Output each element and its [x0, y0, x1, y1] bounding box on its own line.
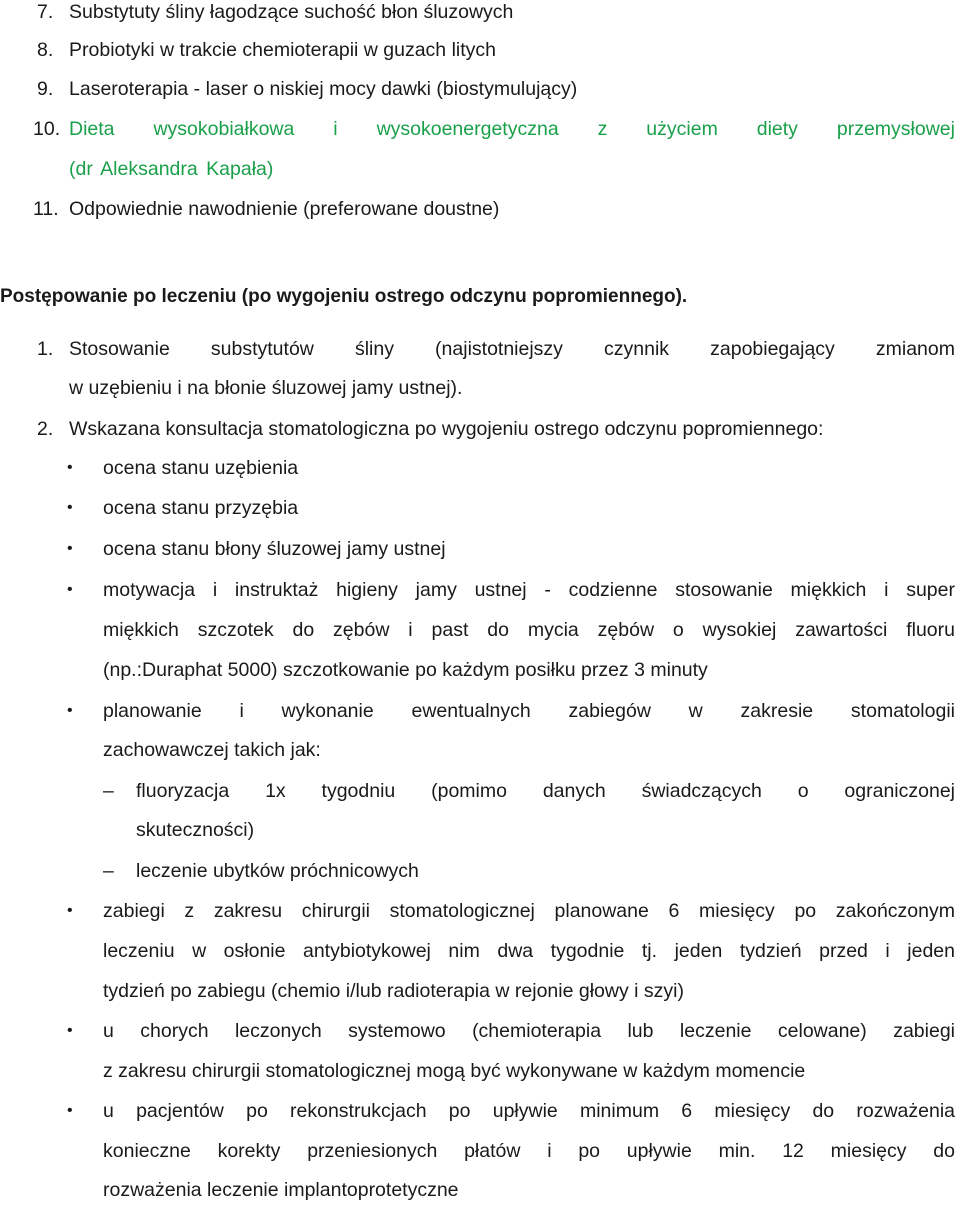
- bullet-text: ocena stanu uzębienia: [103, 457, 299, 479]
- item-text: Laseroterapia - laser o niskiej mocy dawki (biostymulujący): [69, 78, 578, 100]
- bullet-text: u pacjentów po rekonstrukcjach po upływie minimum 6 miesięcy do rozważenia: [103, 1100, 955, 1122]
- item-text: Dieta wysokobiałkowa i wysokoenergetyczna z użyciem diety przemysłowej: [69, 118, 955, 140]
- item-text: Stosowanie substytutów śliny (najistotniejszy czynnik zapobiegający zmianom: [69, 338, 955, 360]
- sub-item-1: [0, 334, 960, 364]
- bullet-item-continued: [0, 976, 960, 1006]
- dash-icon: –: [103, 780, 114, 802]
- bullet-item-continued: [0, 655, 960, 685]
- bullet-text: ocena stanu błony śluzowej jamy ustnej: [103, 538, 446, 560]
- bullet-text-continued: (np.:Duraphat 5000) szczotkowanie po każdym posiłku przez 3 minuty: [103, 659, 708, 681]
- dash-text-continued: skuteczności): [136, 819, 255, 841]
- bullet-text-continued: miękkich szczotek do zębów i past do mycia zębów o wysokiej zawartości fluoru: [103, 619, 955, 641]
- item-text-continued: (dr Aleksandra Kapała): [69, 158, 274, 180]
- bullet-icon: •: [67, 1102, 73, 1119]
- bullet-icon: •: [67, 702, 73, 719]
- bullet-icon: •: [67, 459, 73, 476]
- section-heading: [0, 282, 960, 312]
- item-number: 8.: [37, 39, 54, 61]
- bullet-item: [0, 696, 960, 726]
- bullet-text: planowanie i wykonanie ewentualnych zabiegów w zakresie stomatologii: [103, 700, 955, 722]
- dash-item: [0, 776, 960, 806]
- list-item-7: [0, 0, 960, 27]
- bullet-item: [0, 534, 960, 564]
- item-number: 11.: [33, 198, 59, 220]
- item-number: 10.: [33, 118, 61, 140]
- bullet-text-continued: zachowawczej takich jak:: [103, 739, 321, 761]
- bullet-icon: •: [67, 1022, 73, 1039]
- item-number: 7.: [37, 1, 54, 23]
- dash-icon: –: [103, 860, 114, 882]
- item-text: Odpowiednie nawodnienie (preferowane doustne): [69, 198, 500, 220]
- bullet-item-continued: [0, 1136, 960, 1166]
- list-item-9: [0, 74, 960, 104]
- item-text: Probiotyki w trakcie chemioterapii w guzach litych: [69, 39, 497, 61]
- bullet-icon: •: [67, 540, 73, 557]
- bullet-item-continued: [0, 936, 960, 966]
- bullet-text-continued: tydzień po zabiegu (chemio i/lub radioterapia w rejonie głowy i szyi): [103, 980, 684, 1002]
- list-item-11: [0, 194, 960, 224]
- bullet-item: [0, 575, 960, 605]
- bullet-text-continued: z zakresu chirurgii stomatologicznej mogą być wykonywane w każdym momencie: [103, 1060, 806, 1082]
- bullet-icon: •: [67, 902, 73, 919]
- item-text: Wskazana konsultacja stomatologiczna po wygojeniu ostrego odczynu popromiennego:: [69, 418, 824, 440]
- dash-item: [0, 856, 960, 886]
- bullet-text-continued: leczeniu w osłonie antybiotykowej nim dwa tygodnie tj. jeden tydzień przed i jeden: [103, 940, 955, 962]
- bullet-item-continued: [0, 735, 960, 765]
- bullet-icon: •: [67, 499, 73, 516]
- item-number: 9.: [37, 78, 54, 100]
- sub-item-1-continued: [0, 373, 960, 403]
- bullet-item-continued: [0, 615, 960, 645]
- bullet-item-continued: [0, 1056, 960, 1086]
- list-item-10: [0, 114, 960, 144]
- bullet-item: [0, 1096, 960, 1126]
- bullet-text: zabiegi z zakresu chirurgii stomatologicznej planowane 6 miesięcy po zakończonym: [103, 900, 955, 922]
- bullet-item: [0, 896, 960, 926]
- list-item-10-continued: [0, 154, 960, 184]
- dash-item-continued: [0, 815, 960, 845]
- bullet-text-continued: konieczne korekty przeniesionych płatów i po upływie min. 12 miesięcy do: [103, 1140, 955, 1162]
- bullet-icon: •: [67, 581, 73, 598]
- item-number: 1.: [37, 338, 54, 360]
- bullet-item: [0, 453, 960, 483]
- sub-item-2: [0, 414, 960, 444]
- dash-text: fluoryzacja 1x tygodniu (pomimo danych świadczących o ograniczonej: [136, 780, 955, 802]
- bullet-text: u chorych leczonych systemowo (chemioterapia lub leczenie celowane) zabiegi: [103, 1020, 955, 1042]
- bullet-item: [0, 1016, 960, 1046]
- item-text-continued: w uzębieniu i na błonie śluzowej jamy ustnej).: [69, 377, 463, 399]
- heading-text: Postępowanie po leczeniu (po wygojeniu ostrego odczynu popromiennego).: [0, 286, 688, 307]
- bullet-text-continued: rozważenia leczenie implantoprotetyczne: [103, 1179, 459, 1201]
- list-item-8: [0, 35, 960, 65]
- bullet-item: [0, 493, 960, 523]
- item-number: 2.: [37, 418, 54, 440]
- item-text: Substytuty śliny łagodzące suchość błon śluzowych: [69, 1, 514, 23]
- dash-text: leczenie ubytków próchnicowych: [136, 860, 419, 882]
- bullet-item-continued: [0, 1175, 960, 1205]
- bullet-text: motywacja i instruktaż higieny jamy ustnej - codzienne stosowanie miękkich i super: [103, 579, 955, 601]
- bullet-text: ocena stanu przyzębia: [103, 497, 299, 519]
